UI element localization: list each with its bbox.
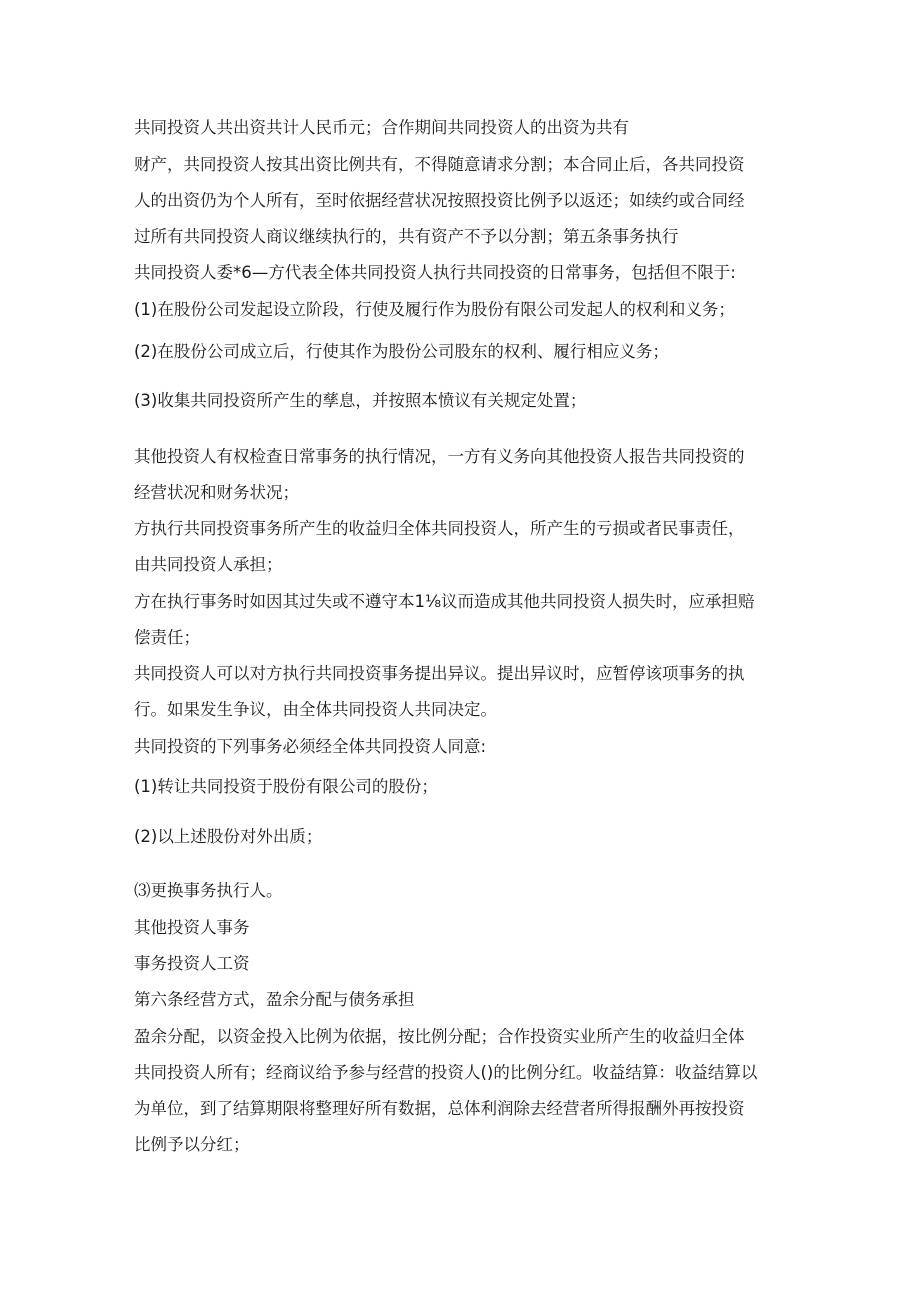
list-item: (2)以上述股份对外出质； [134,827,323,846]
text-line: 方执行共同投资事务所产生的收益归全体共同投资人，所产生的亏损或者民事责任， [134,519,745,538]
text-line: 为单位，到了结算期限将整理好所有数据，总体利润除去经营者所得报酬外再按投资 [134,1099,745,1118]
text-line: 其他投资人事务 [134,918,250,937]
list-item: (2)在股份公司成立后，行使其作为股份公司股东的权利、履行相应义务； [134,342,669,361]
text-line: 共同投资的下列事务必须经全体共同投资人同意: [134,737,487,756]
section-heading: 第六条经营方式，盈余分配与债务承担 [134,990,415,1009]
text-line: 盈余分配，以资金投入比例为依据，按比例分配；合作投资实业所产生的收益归全体 [134,1027,745,1046]
list-item: (3)收集共同投资所产生的孳息，并按照本愤议有关规定处置； [134,391,587,410]
text-line: 经营状况和财务状况； [134,483,299,502]
text-line: 共同投资人所有；经商议给予参与经营的投资人()的比例分红。收益结算：收益结算以 [134,1063,758,1082]
text-line: 共同投资人共出资共计人民币元；合作期间共同投资人的出资为共有 [134,118,629,137]
list-item: ⑶更换事务执行人。 [134,881,283,900]
text-line: 比例予以分红； [134,1135,250,1154]
text-line: 共同投资人可以对方执行共同投资事务提出异议。提出异议时，应暂停该项事务的执 [134,664,745,683]
list-item: (1)转让共同投资于股份有限公司的股份； [134,777,438,796]
text-line: 财产，共同投资人按其出资比例共有，不得随意请求分割；本合同止后，各共同投资 [134,155,745,174]
text-line: 共同投资人委*6—方代表全体共同投资人执行共同投资的日常事务，包括但不限于: [134,263,736,282]
text-line: 人的出资仍为个人所有，至时依据经营状况按照投资比例予以返还；如续约或合同经 [134,191,745,210]
text-line: 过所有共同投资人商议继续执行的，共有资产不予以分割；第五条事务执行 [134,227,679,246]
list-item: (1)在股份公司发起设立阶段，行使及履行作为股份有限公司发起人的权利和义务； [134,300,735,319]
text-line: 事务投资人工资 [134,954,250,973]
text-line: 偿责任； [134,628,200,647]
text-line: 其他投资人有权检查日常事务的执行情况，一方有义务向其他投资人报告共同投资的 [134,447,745,466]
text-line: 由共同投资人承担； [134,555,283,574]
text-line: 方在执行事务时如因其过失或不遵守本1⅛议而造成其他共同投资人损失时，应承担赔 [134,592,755,611]
text-line: 行。如果发生争议，由全体共同投资人共同决定。 [134,700,497,719]
